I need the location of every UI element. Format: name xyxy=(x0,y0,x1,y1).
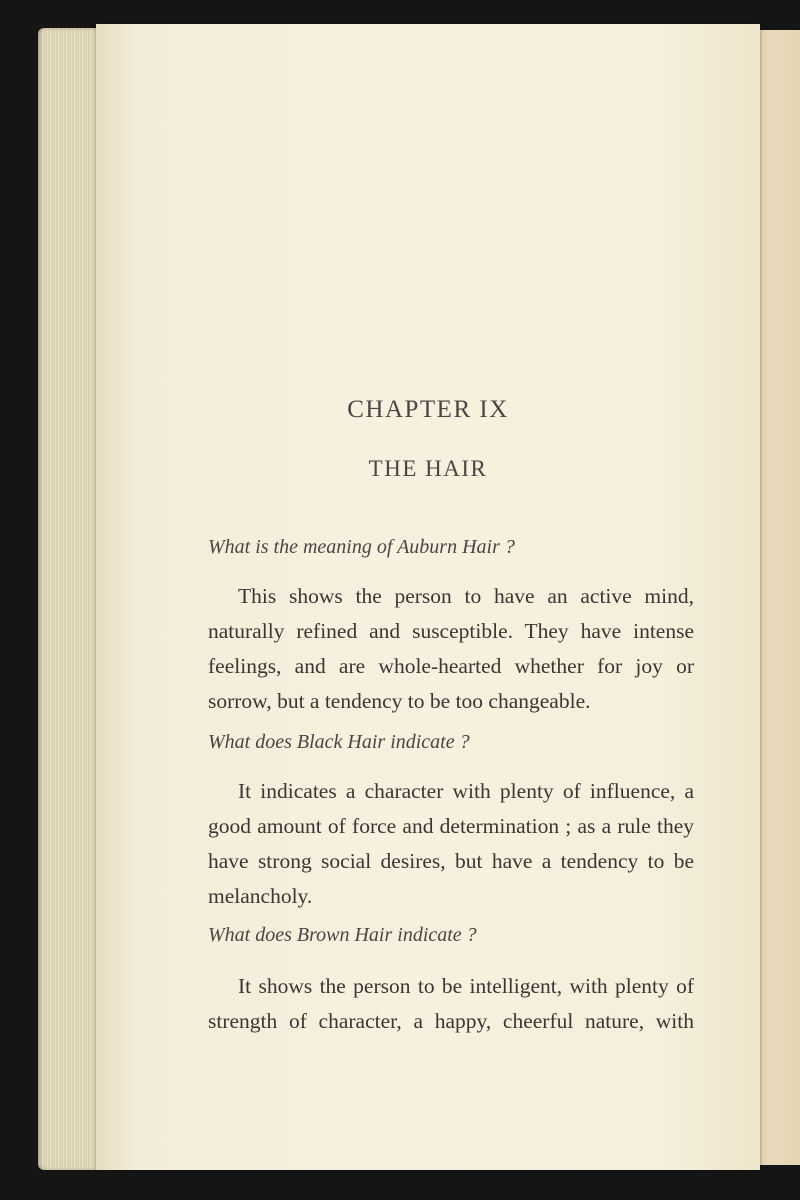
answer-line: have strong social desires, but have a tendency to be xyxy=(208,849,694,873)
question-black-hair: What does Black Hair indicate ? xyxy=(208,731,470,753)
chapter-heading: CHAPTER IX xyxy=(347,396,509,423)
question-auburn-hair: What is the meaning of Auburn Hair ? xyxy=(208,536,515,558)
answer-line: sorrow, but a tendency to be too changeable. xyxy=(208,689,591,713)
question-brown-hair: What does Brown Hair indicate ? xyxy=(208,924,477,946)
page-text xyxy=(96,24,760,1170)
answer-line: This shows the person to have an active mind, xyxy=(238,584,694,608)
answer-brown-hair xyxy=(208,969,694,1039)
section-title: THE HAIR xyxy=(368,456,488,481)
answer-line: good amount of force and determination ; as a rule they xyxy=(208,814,694,838)
answer-line: melancholy. xyxy=(208,884,313,908)
answer-line: strength of character, a happy, cheerful nature, with xyxy=(208,1009,694,1033)
answer-line: It indicates a character with plenty of influence, a xyxy=(238,779,694,803)
answer-line: feelings, and are whole-hearted whether for joy or xyxy=(208,654,694,678)
book-page xyxy=(96,24,760,1170)
answer-black-hair xyxy=(208,774,694,914)
answer-line: naturally refined and susceptible. They have intense xyxy=(208,619,694,643)
answer-auburn-hair xyxy=(208,579,694,719)
answer-line: It shows the person to be intelligent, with plenty of xyxy=(238,974,694,998)
